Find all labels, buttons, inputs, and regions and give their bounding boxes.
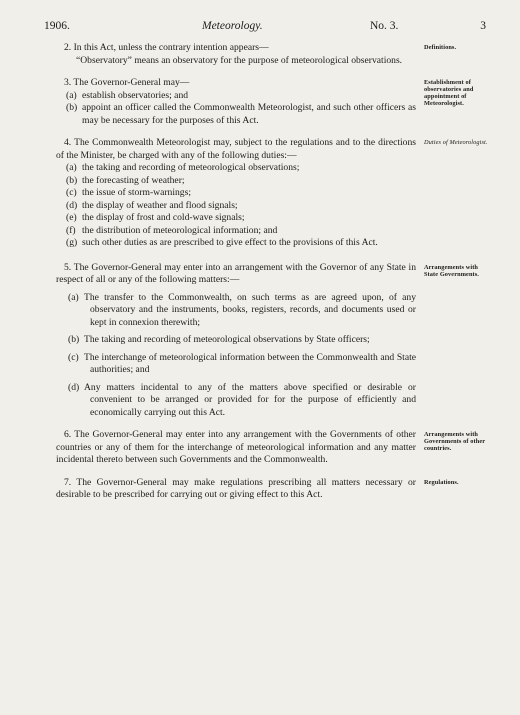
margin-note-duties: Duties of Meteorologist.: [424, 139, 488, 146]
header-title: Meteorology.: [202, 20, 263, 32]
section-4-item-d: (d) the display of weather and flood signals;: [66, 199, 238, 211]
section-4-item-a: (a) the taking and recording of meteorological observations;: [66, 162, 300, 173]
section-4-item-b: (b) the forecasting of weather;: [66, 174, 185, 186]
section-5: [56, 261, 479, 420]
section-5-item-c: (c) The interchange of meteorological information between the Commonwealth and State authorities; and: [68, 351, 416, 375]
header-year: 1906.: [44, 20, 70, 32]
page-number: 3: [480, 20, 486, 32]
section-3-item-a: (a) establish observatories; and: [66, 89, 189, 101]
margin-note-regulations: Regulations.: [424, 478, 459, 486]
section-2: [56, 42, 457, 67]
definition-observatory: “Observatory” means an observatory for the purpose of meteorological observations.: [76, 54, 403, 66]
margin-note-definitions: Definitions.: [424, 44, 457, 51]
section-4-item-c: (c) the issue of storm-warnings;: [66, 187, 191, 198]
section-4-item-g: (g) such other duties as are prescribed to give effect to the provisions of this Act.: [66, 237, 378, 248]
section-2-text: 2. In this Act, unless the contrary intention appears—: [64, 42, 269, 53]
section-7: [56, 476, 459, 502]
section-5-item-d: (d) Any matters incidental to any of the matters above specified or desirable or convenient to be arranged or provided for for the purpose of efficiently and economically carrying out this Act.: [68, 381, 416, 418]
section-5-item-b: (b) The taking and recording of meteorological observations by State officers;: [68, 334, 370, 345]
margin-note-arrangements-state: Arrangements with State Governments.: [424, 263, 479, 278]
margin-note-establishment: Establishment of observatories and appointment of Meteorologist.: [424, 79, 474, 107]
section-5-matters-list: [56, 292, 416, 420]
section-4-item-e: (e) the display of frost and cold-wave signals;: [66, 212, 245, 223]
section-5-item-a: (a) The transfer to the Commonwealth, on such terms as are agreed upon, of any observatory and the instruments, books, registers, records, and documents used or kept in connexion therewith;: [68, 291, 416, 328]
section-6: [56, 429, 485, 467]
section-4-duties-list: [56, 162, 416, 250]
header-act-number: No. 3.: [370, 20, 399, 32]
section-6-text: 6. The Governor-General may enter into any arrangement with the Governments of other countries or any of them for the interchange of meteorological information and any matter incidental thereto between such Governments and the Commonwealth.: [56, 429, 416, 465]
section-3-item-b: (b) appoint an officer called the Commonwealth Meteorologist, and such other officers as may be necessary for the purposes of this Act.: [66, 102, 416, 126]
section-7-text: 7. The Governor-General may make regulations prescribing all matters necessary or desirable to be prescribed for carrying out or giving effect to this Act.: [56, 476, 416, 500]
margin-note-arrangements-other: Arrangements with Governments of other countries.: [424, 431, 485, 452]
section-3: [56, 77, 474, 127]
section-3-text: 3. The Governor-General may—: [64, 77, 190, 88]
section-4-text: 4. The Commonwealth Meteorologist may, subject to the regulations and to the directions of the Minister, be charged with any of the following duties:—: [56, 137, 416, 161]
running-header: [44, 20, 500, 36]
section-4-item-f: (f) the distribution of meteorological information; and: [66, 224, 278, 236]
section-5-text: 5. The Governor-General may enter into an arrangement with the Governor of any State in respect of all or any of the following matters:—: [56, 261, 416, 285]
section-4: [56, 137, 488, 250]
act-body: [56, 42, 488, 502]
